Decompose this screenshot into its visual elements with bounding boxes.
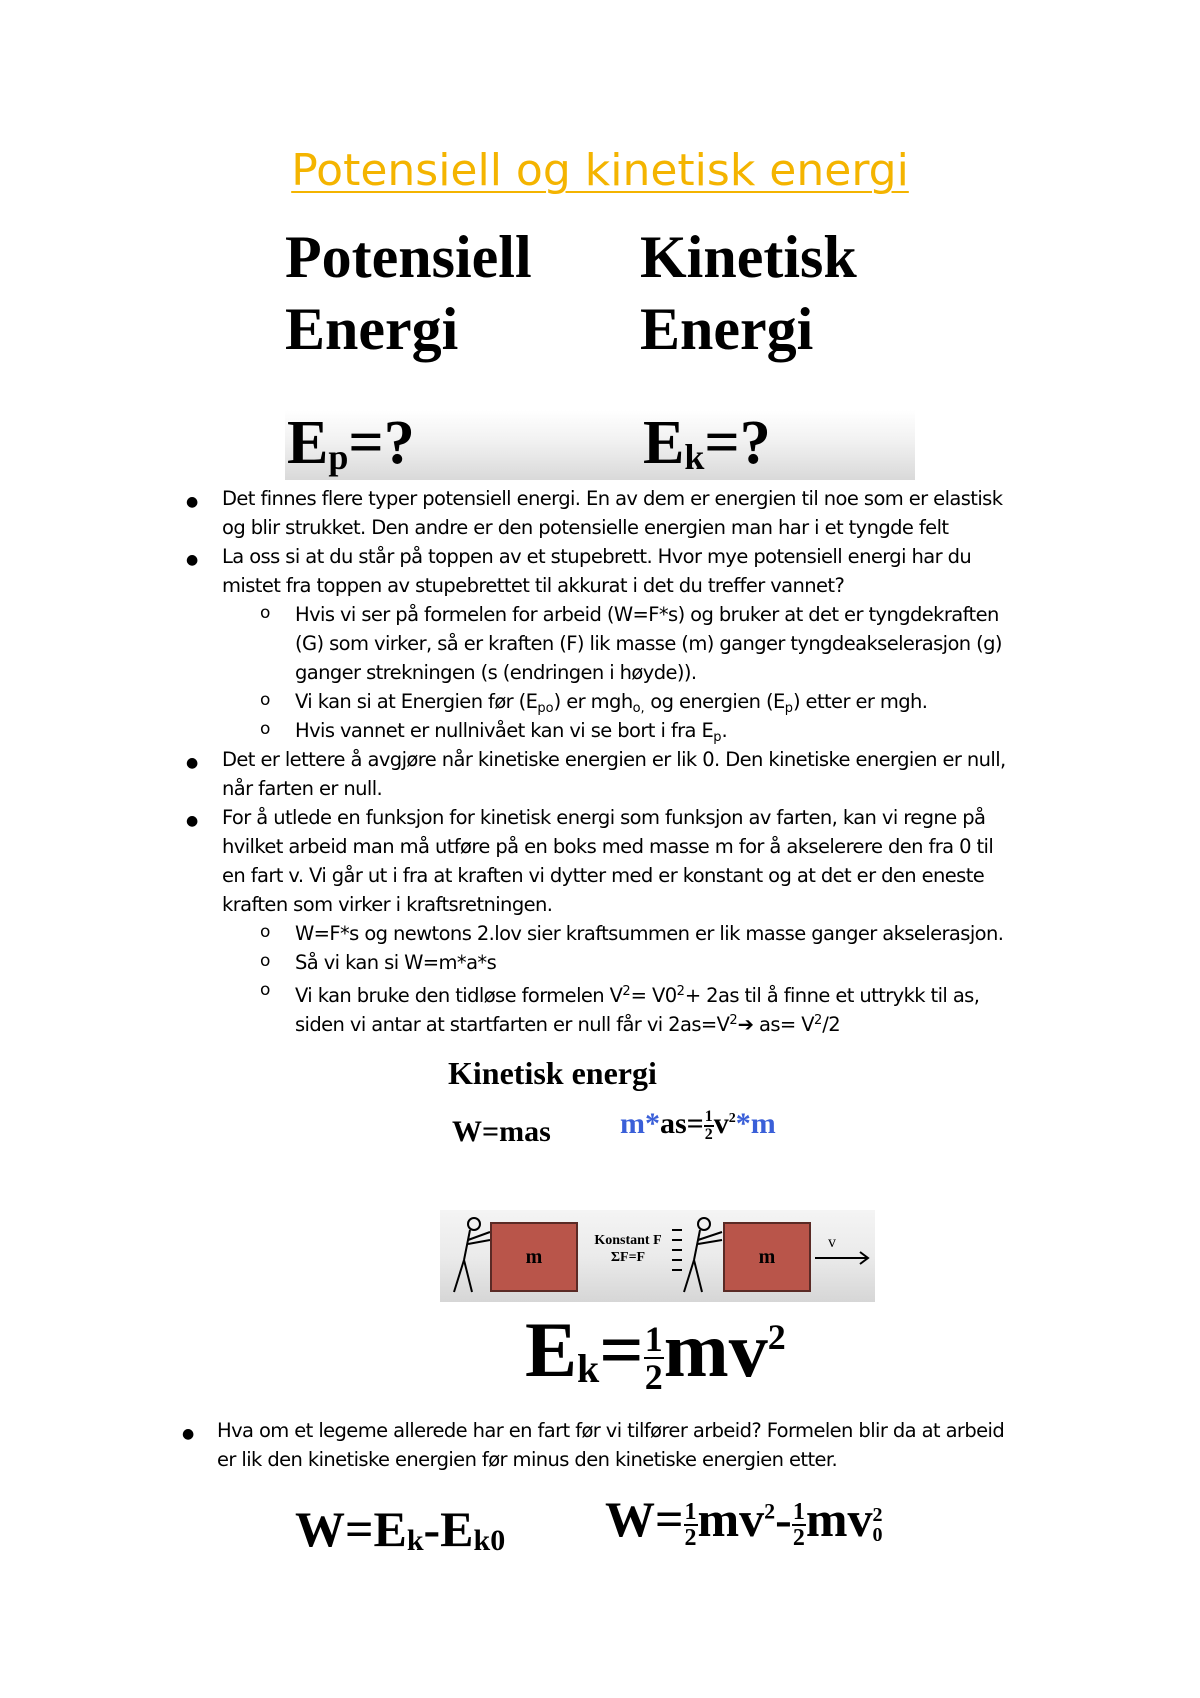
bullet-dot: ●	[182, 1426, 195, 1442]
mass-box-left: m	[490, 1222, 578, 1292]
sub1-line1: Hvis vi ser på formelen for arbeid (W=F*s) og bruker at det er tyngdekraften	[295, 603, 999, 626]
sub1-line2: (G) som virker, så er kraften (F) lik masse (m) ganger tyngdeakselerasjon (g)	[295, 632, 1002, 655]
bullet-dot: ●	[186, 755, 199, 771]
bullet3-line2: når farten er null.	[222, 777, 383, 800]
bullet2-line2: mistet fra toppen av stupebrettet til akkurat i det du treffer vannet?	[222, 574, 845, 597]
kinetic-derivation-image	[440, 1055, 840, 1155]
bullet4-line3: en fart v. Vi går ut i fra at kraften vi dytter med er konstant og at det er den eneste	[222, 864, 985, 887]
box-push-diagram	[440, 1210, 875, 1302]
sub3-line: Hvis vannet er nullnivået kan vi se bort i fra $E_p$.	[295, 719, 728, 745]
potential-kinetic-header-image	[285, 220, 915, 480]
force-label: Konstant F ΣF=F	[594, 1233, 662, 1265]
arrow-right-icon: ➔	[737, 1013, 754, 1036]
mass-box-right: m	[723, 1222, 811, 1292]
sub-bullet-circle: o	[260, 951, 271, 971]
ek-question-equation: $E_k=$?	[643, 409, 771, 477]
bullet4-line2: hvilket arbeid man må utføre på en boks med masse m for å akselerere den fra 0 til	[222, 835, 994, 858]
bullet5-line2: er lik den kinetiske energien før minus den kinetiske energien etter.	[217, 1448, 838, 1471]
ep-question-equation: $E_p=$?	[287, 409, 415, 477]
ek-formula-image: Ek= $\frac{1}{2}$ $mv^2$	[525, 1306, 786, 1398]
work-formula-image	[295, 1490, 955, 1580]
sub-bullet-circle: o	[260, 980, 271, 1000]
work-energy-difference-formula: W=Ek-Ek0	[295, 1501, 506, 1557]
sub6-line1: Vi kan bruke den tidløse formelen $V^2= V0^2+ 2as$ til å finne et uttrykk til as,	[295, 984, 980, 1007]
header-kinetisk-word: Kinetisk	[640, 224, 857, 290]
sub-bullet-circle: o	[260, 922, 271, 942]
header-energi-right-word: Energi	[640, 296, 814, 362]
bullet2-line1: La oss si at du står på toppen av et stupebrett. Hvor mye potensiell energi har du	[222, 545, 972, 568]
bullet-dot: ●	[186, 494, 199, 510]
bullet4-line1: For å utlede en funksjon for kinetisk energi som funksjon av farten, kan vi regne på	[222, 806, 986, 829]
bullet5-line1: Hva om et legeme allerede har en fart før vi tilfører arbeid? Formelen blir da at arbeid	[217, 1419, 1005, 1442]
document-title: Potensiell og kinetisk energi	[291, 145, 909, 196]
sub-bullet-circle: o	[260, 603, 271, 623]
bullet1-line2: og blir strukket. Den andre er den potensielle energien man har i et tyngde felt	[222, 516, 949, 539]
sub-bullet-circle: o	[260, 690, 271, 710]
sub4-line: W=F*s og newtons 2.lov sier kraftsummen er lik masse ganger akselerasjon.	[295, 922, 1004, 945]
kinetic-energy-heading: Kinetisk energi	[448, 1055, 657, 1091]
header-potensiell-word: Potensiell	[285, 224, 532, 290]
header-energi-left-word: Energi	[285, 296, 459, 362]
work-mas-equation: W=mas	[452, 1115, 551, 1148]
bullet4-line4: kraften som virker i kraftsretningen.	[222, 893, 553, 916]
sub6-line2: siden vi antar at startfarten er null får vi $2as=V^2➔$ $as= V^2/2$	[295, 1013, 841, 1036]
bullet-dot: ●	[186, 813, 199, 829]
bullet1-line1: Det finnes flere typer potensiell energi. En av dem er energien til noe som er elastisk	[222, 487, 1003, 510]
sub2-line: Vi kan si at Energien før $(E_{po})$ er mgh$_{o,}$ og energien $(E_p)$ etter er mgh.	[295, 690, 928, 716]
work-expanded-formula: W= $\frac{1}{2}$ $mv^2-$ $\frac{1}{2}$ mv 2 0	[605, 1491, 883, 1551]
sub1-line3: ganger strekningen (s (endringen i høyde)).	[295, 661, 697, 684]
sub-bullet-circle: o	[260, 719, 271, 739]
sub5-line: Så vi kan si W=m*a*s	[295, 951, 497, 974]
m-as-equation: m*as= $\frac{1}{2}$ $v^2*m$	[620, 1107, 776, 1144]
velocity-label: v	[828, 1234, 836, 1251]
bullet3-line1: Det er lettere å avgjøre når kinetiske energien er lik 0. Den kinetiske energien er null,	[222, 748, 1006, 771]
bullet-dot: ●	[186, 552, 199, 568]
